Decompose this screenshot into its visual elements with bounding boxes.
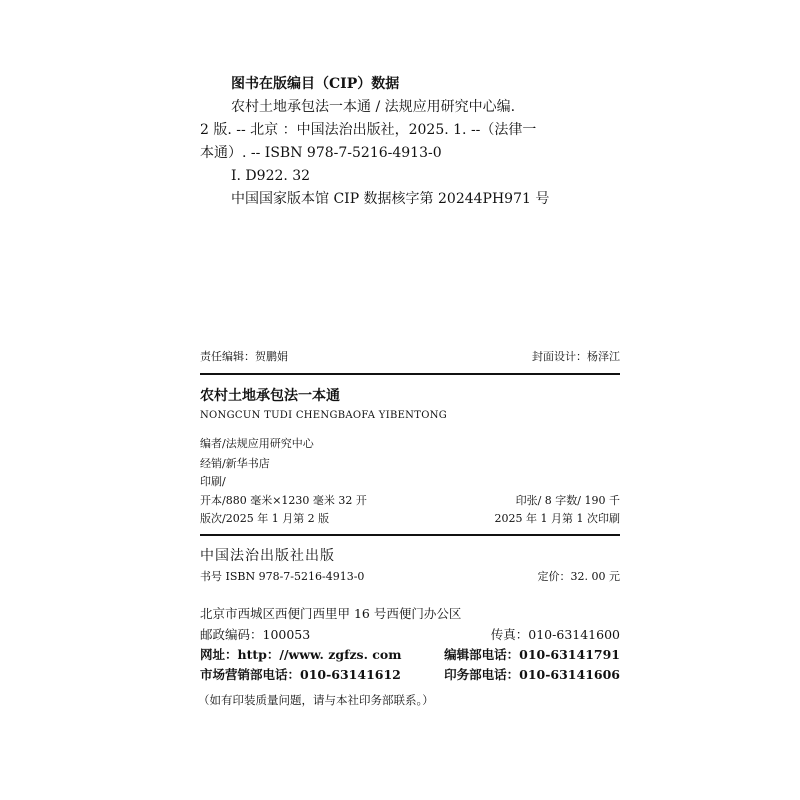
cip-line-1: 农村土地承包法一本通 / 法规应用研究中心编. [231, 99, 516, 115]
top-divider [200, 373, 620, 375]
cip-line-2: 2 版. -- 北京 ：中国法治出版社，2025. 1. --（法律一 [200, 122, 537, 138]
marketing-phone-line: 市场营销部电话：010-63141612 [200, 667, 401, 682]
address-line: 北京市西城区西便门西里甲 16 号西便门办公区 [200, 606, 462, 621]
book-title: 农村土地承包法一本通 [200, 388, 340, 404]
printing-dept-phone-line: 印务部电话：010-63141606 [444, 667, 620, 682]
quality-note: （如有印装质量问题，请与本社印务部联系。） [198, 693, 434, 707]
postcode-line: 邮政编码：100053 [200, 627, 311, 642]
author-line: 编者/法规应用研究中心 [200, 437, 314, 450]
sheets-wordcount-line: 印张/ 8 字数/ 190 千 [515, 494, 620, 507]
edition-line: 版次/2025 年 1 月第 2 版 [200, 512, 330, 525]
price-line: 定价：32. 00 元 [537, 570, 620, 583]
middle-divider [200, 534, 620, 536]
responsible-editor: 责任编辑：贺鹏娟 [200, 350, 288, 363]
format-line: 开本/880 毫米×1230 毫米 32 开 [200, 494, 367, 507]
editorial-phone-line: 编辑部电话：010-63141791 [444, 647, 620, 662]
fax-line: 传真：010-63141600 [490, 627, 620, 642]
cover-designer: 封面设计：杨泽江 [532, 350, 620, 363]
book-title-pinyin: NONGCUN TUDI CHENGBAOFA YIBENTONG [200, 410, 448, 421]
isbn-line: 书号 ISBN 978-7-5216-4913-0 [200, 570, 365, 583]
printer-line: 印刷/ [200, 475, 226, 488]
cip-classification: Ⅰ. D922. 32 [231, 168, 311, 184]
printing-line: 2025 年 1 月第 1 次印刷 [494, 512, 620, 525]
cip-heading: 图书在版编目（CIP）数据 [231, 76, 400, 92]
publisher-name: 中国法治出版社出版 [200, 548, 335, 564]
distributor-line: 经销/新华书店 [200, 457, 270, 470]
cip-line-3: 本通）. -- ISBN 978-7-5216-4913-0 [200, 145, 442, 161]
cip-record-number: 中国国家版本馆 CIP 数据核字第 20244PH971 号 [231, 191, 550, 207]
website-line: 网址：http：//www. zgfzs. com [200, 647, 402, 662]
